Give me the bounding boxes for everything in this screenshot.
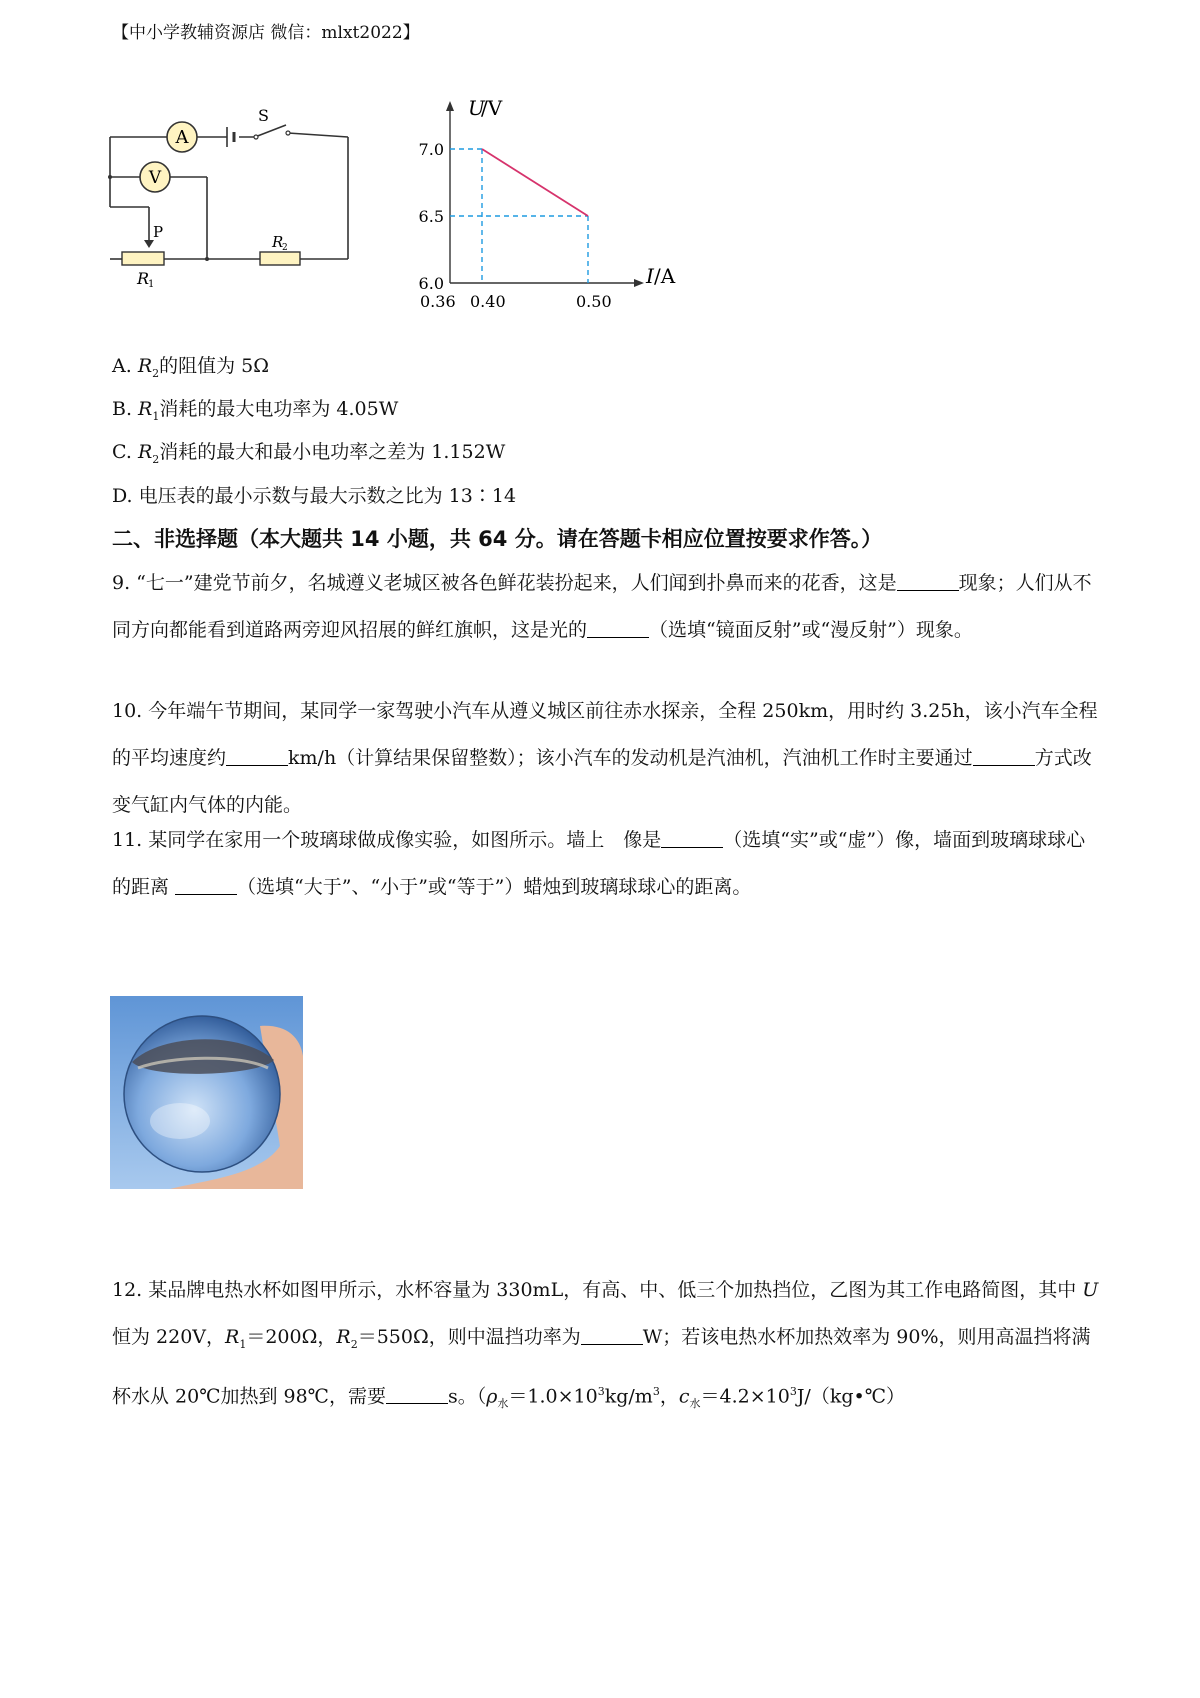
ammeter-icon (167, 122, 197, 152)
answer-blank[interactable] (897, 571, 959, 591)
resistor-r1 (122, 252, 164, 265)
option-b-var: R (138, 398, 153, 420)
q12-rho: ρ (486, 1385, 498, 1408)
y-tick-label: 6.0 (418, 274, 444, 293)
q12-rho-sub: 水 (497, 1396, 509, 1410)
option-a-text: 的阻值为 5Ω (159, 355, 270, 377)
circuit-diagram (100, 95, 390, 310)
slider-arrow (144, 240, 154, 248)
question-9 (112, 560, 1102, 654)
q9-text-1: 9. “七一”建党节前夕，名城遵义老城区被各色鲜花装扮起来，人们闻到扑鼻而来的花香，这是 (112, 572, 897, 594)
option-c-var: R (137, 441, 153, 463)
u-i-chart (410, 95, 710, 310)
q10-text-1: 10. 今年端午节期间，某同学一家驾驶小汽车从遵义城区前往赤水探亲，全程 250km，用时约 3.25h，该小汽车全程的平均速度约 (112, 700, 1098, 769)
q12-sep: ， (659, 1385, 679, 1408)
y-axis-var: U (468, 96, 485, 120)
y-axis-unit: /V (481, 96, 503, 120)
q12-c-exp: 3 (789, 1384, 797, 1398)
option-a-var: R (137, 355, 153, 377)
answer-blank[interactable] (661, 828, 723, 848)
x-axis-var: I (646, 264, 654, 288)
q12-r2: R (336, 1326, 351, 1348)
answer-blank[interactable] (386, 1384, 448, 1404)
q12-c-unit: J/（kg•℃） (796, 1385, 905, 1408)
q11-text-1: 11. 某同学在家用一个玻璃球做成像实验，如图所示。墙上 像是 (112, 829, 662, 851)
series-line (482, 149, 588, 216)
answer-blank[interactable] (175, 875, 237, 895)
q12-c-sub: 水 (689, 1396, 701, 1410)
q12-r1: R (225, 1326, 240, 1348)
r2-sub: 2 (282, 243, 288, 253)
option-a-prefix: A. (112, 355, 138, 377)
q9-text-2: 现象；人们从不同方向都能看到道路两旁迎风招展的鲜红旗帜，这是光的 (112, 572, 1092, 641)
q12-text-3: W；若该电热水杯加热效率为 90%，则用高温挡将满杯水从 20℃加热到 98℃，需要 (112, 1326, 1091, 1408)
resistor-r2 (260, 252, 300, 265)
option-b-sub: 1 (152, 409, 160, 423)
answer-blank[interactable] (973, 746, 1035, 766)
x-axis-arrow (634, 279, 644, 287)
question-11 (112, 817, 1102, 911)
q10-text-2: km/h（计算结果保留整数）；该小汽车的发动机是汽油机，汽油机工作时主要通过 (288, 747, 973, 769)
q12-r1-sub: 1 (239, 1337, 247, 1351)
r1-sub: 1 (148, 279, 155, 290)
q12-text-2: 恒为 220V， (112, 1326, 226, 1348)
slider-label: P (153, 223, 164, 241)
voltmeter-icon (140, 162, 170, 192)
q12-rho-exp: 3 (597, 1384, 605, 1398)
option-d: D. 电压表的最小示数与最大示数之比为 13∶14 (112, 485, 517, 507)
r1-label: R (137, 269, 150, 288)
page-header: 【中小学教辅资源店 微信：mlxt2022】 (112, 23, 420, 43)
voltmeter-label: V (148, 168, 162, 188)
x-axis-unit: /A (654, 264, 676, 288)
q12-c: c (678, 1385, 690, 1408)
question-12 (112, 1267, 1102, 1427)
option-b-prefix: B. (112, 398, 139, 420)
answer-blank[interactable] (587, 618, 649, 638)
y-tick-label: 6.5 (418, 207, 444, 226)
switch-label: S (258, 106, 269, 125)
r2-label: R (272, 233, 284, 251)
q12-text-1: 12. 某品牌电热水杯如图甲所示，水杯容量为 330mL，有高、中、低三个加热挡位，乙图为其工作电路简图，其中 (112, 1279, 1083, 1301)
y-tick-label: 7.0 (418, 140, 444, 159)
q12-r2-sub: 2 (350, 1337, 358, 1351)
section-heading: 二、非选择题（本大题共 14 小题，共 64 分。请在答题卡相应位置按要求作答。） (112, 527, 883, 551)
q12-rho-val: ＝1.0×10 (508, 1385, 598, 1408)
x-tick-label: 0.50 (576, 292, 612, 310)
option-a-sub: 2 (152, 366, 160, 380)
question-10 (112, 688, 1102, 829)
option-c-sub: 2 (152, 452, 160, 466)
x-tick-label: 0.40 (470, 292, 506, 310)
q12-r1-val: ＝200Ω， (246, 1326, 337, 1348)
ammeter-label: A (175, 127, 189, 148)
option-c-text: 消耗的最大和最小电功率之差为 1.152W (159, 441, 506, 463)
q11-text-3: （选填“大于”、“小于”或“等于”）蜡烛到玻璃球球心的距离。 (237, 876, 752, 898)
q12-c-val: ＝4.2×10 (700, 1385, 790, 1408)
q10-text-3: 方式改变气缸内气体的内能。 (112, 747, 1092, 816)
q12-rho-unit-exp: 3 (652, 1384, 660, 1398)
q12-r2-val: ＝550Ω，则中温挡功率为 (357, 1326, 581, 1348)
answer-blank[interactable] (581, 1325, 643, 1345)
option-c-prefix: C. (112, 441, 138, 463)
answer-blank[interactable] (226, 746, 288, 766)
glass-ball-photo (110, 996, 303, 1189)
q12-u: U (1082, 1279, 1099, 1301)
q12-text-4: s。（ (447, 1385, 487, 1408)
y-axis-arrow (446, 101, 454, 111)
q9-text-3: （选填“镜面反射”或“漫反射”）现象。 (649, 619, 973, 641)
q12-rho-unit: kg/m (604, 1385, 653, 1408)
option-b-text: 消耗的最大电功率为 4.05W (159, 398, 399, 420)
q11-text-2: （选填“实”或“虚”）像，墙面到玻璃球球心的距离 (112, 829, 1086, 898)
x-tick-label: 0.36 (420, 292, 456, 310)
